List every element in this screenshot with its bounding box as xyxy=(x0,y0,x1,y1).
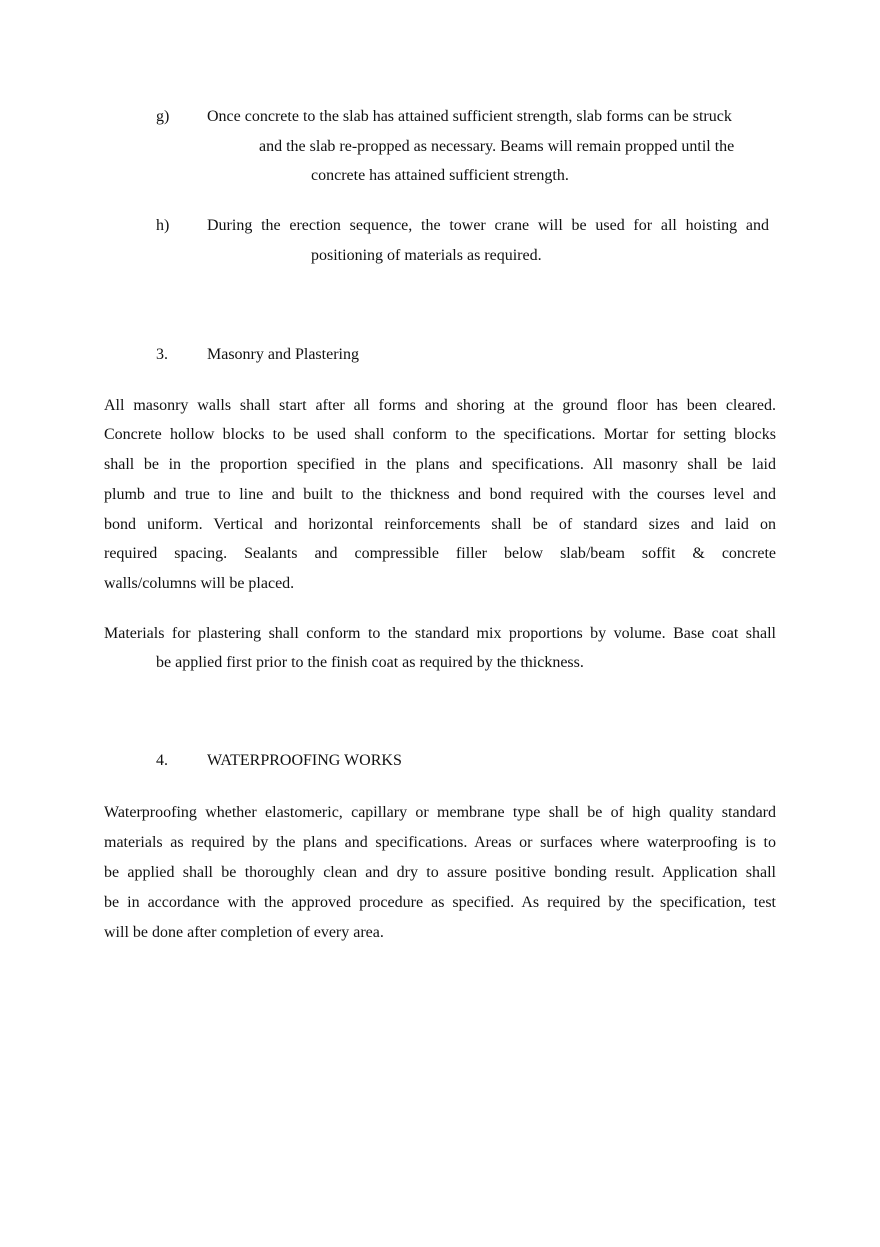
section-3-para-1-line-2: Concrete hollow blocks to be used shall conform to the specifications. Mortar for setting blocks xyxy=(104,426,776,443)
section-4-para-line-4: be in accordance with the approved procedure as specified. As required by the specification, test xyxy=(104,894,776,911)
item-g-line-2: and the slab re-propped as necessary. Beams will remain propped until the xyxy=(259,138,735,155)
section-3-heading: Masonry and Plastering xyxy=(207,346,359,363)
section-3-para-1-line-4: plumb and true to line and built to the thickness and bond required with the courses level and xyxy=(104,486,776,503)
item-g-marker: g) xyxy=(156,108,170,125)
section-3-para-2-line-1: Materials for plastering shall conform to the standard mix proportions by volume. Base coat shall xyxy=(104,625,776,642)
item-h-line-2: positioning of materials as required. xyxy=(311,247,542,264)
section-3-para-1-line-3: shall be in the proportion specified in the plans and specifications. All masonry shall be laid xyxy=(104,456,776,473)
item-h-line-1: During the erection sequence, the tower crane will be used for all hoisting and xyxy=(207,217,769,234)
section-3-para-1-line-7: walls/columns will be placed. xyxy=(104,575,295,592)
section-3-para-1-line-1: All masonry walls shall start after all forms and shoring at the ground floor has been cleared. xyxy=(104,397,776,414)
section-3-para-1-line-5: bond uniform. Vertical and horizontal reinforcements shall be of standard sizes and laid on xyxy=(104,516,776,533)
section-4-number: 4. xyxy=(156,752,168,769)
section-4-para-line-2: materials as required by the plans and specifications. Areas or surfaces where waterproofing is to xyxy=(104,834,776,851)
section-4-para-line-3: be applied shall be thoroughly clean and dry to assure positive bonding result. Application shall xyxy=(104,864,776,881)
section-3-number: 3. xyxy=(156,346,168,363)
item-g-line-3: concrete has attained sufficient strength. xyxy=(311,167,569,184)
section-4-para-line-1: Waterproofing whether elastomeric, capillary or membrane type shall be of high quality standard xyxy=(104,804,776,821)
section-3-para-2-line-2: be applied first prior to the finish coat as required by the thickness. xyxy=(156,654,584,671)
section-4-para-line-5: will be done after completion of every area. xyxy=(104,924,384,941)
section-3-para-1-line-6: required spacing. Sealants and compressible filler below slab/beam soffit & concrete xyxy=(104,545,776,562)
section-4-heading: WATERPROOFING WORKS xyxy=(207,752,402,769)
item-h-marker: h) xyxy=(156,217,170,234)
item-g-line-1: Once concrete to the slab has attained sufficient strength, slab forms can be struck xyxy=(207,108,732,125)
